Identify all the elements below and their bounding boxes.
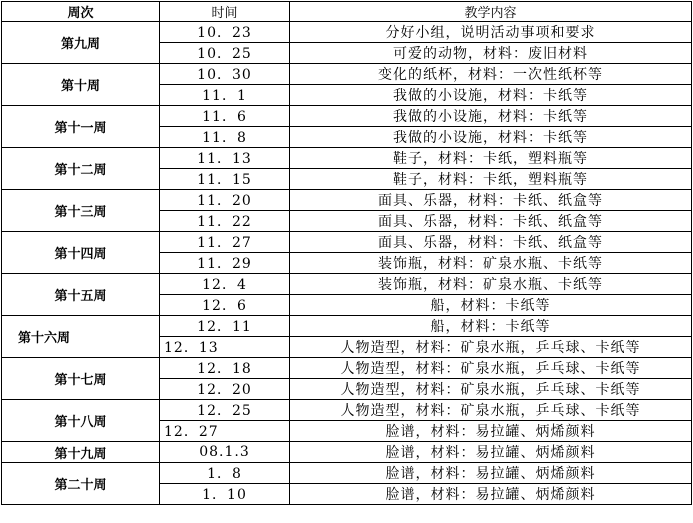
content-cell: 人物造型，材料：矿泉水瓶，乒乓球、卡纸等 <box>290 400 692 421</box>
table-row <box>2 463 692 484</box>
date-cell: 11．15 <box>160 169 290 190</box>
table-row <box>2 358 692 379</box>
content-cell: 人物造型，材料：矿泉水瓶，乒乓球、卡纸等 <box>290 358 692 379</box>
week-cell: 第十二周 <box>2 148 160 190</box>
schedule-table <box>1 1 692 505</box>
content-cell: 脸谱，材料：易拉罐、炳烯颜料 <box>290 421 692 442</box>
content-cell: 面具、乐器，材料：卡纸、纸盒等 <box>290 232 692 253</box>
schedule-body <box>2 22 692 505</box>
header-date: 时间 <box>160 2 290 22</box>
table-row <box>2 22 692 43</box>
date-cell: 12．6 <box>160 295 290 316</box>
week-cell: 第二十周 <box>2 463 160 505</box>
content-cell: 分好小组，说明活动事项和要求 <box>290 22 692 43</box>
week-cell: 第十八周 <box>2 400 160 442</box>
date-cell: 12．13 <box>160 337 290 358</box>
content-cell: 我做的小设施，材料：卡纸等 <box>290 127 692 148</box>
header-row <box>2 2 692 22</box>
content-cell: 装饰瓶，材料：矿泉水瓶、卡纸等 <box>290 274 692 295</box>
date-cell: 10．30 <box>160 64 290 85</box>
content-cell: 人物造型，材料：矿泉水瓶，乒乓球、卡纸等 <box>290 379 692 400</box>
date-cell: 1．8 <box>160 463 290 484</box>
content-cell: 鞋子，材料：卡纸，塑料瓶等 <box>290 169 692 190</box>
content-cell: 装饰瓶，材料：矿泉水瓶、卡纸等 <box>290 253 692 274</box>
date-cell: 1．10 <box>160 484 290 505</box>
table-row <box>2 64 692 85</box>
date-cell: 08.1.3 <box>160 442 290 463</box>
date-cell: 12．18 <box>160 358 290 379</box>
week-cell: 第十周 <box>2 64 160 106</box>
table-row <box>2 190 692 211</box>
date-cell: 12．27 <box>160 421 290 442</box>
table-row <box>2 442 692 463</box>
date-cell: 10．25 <box>160 43 290 64</box>
content-cell: 脸谱，材料：易拉罐、炳烯颜料 <box>290 463 692 484</box>
date-cell: 11．6 <box>160 106 290 127</box>
content-cell: 可爱的动物，材料：废旧材料 <box>290 43 692 64</box>
date-cell: 11．27 <box>160 232 290 253</box>
header-week: 周次 <box>2 2 160 22</box>
week-cell: 第十五周 <box>2 274 160 316</box>
header-content: 教学内容 <box>290 2 692 22</box>
content-cell: 脸谱，材料：易拉罐、炳烯颜料 <box>290 484 692 505</box>
date-cell: 12．11 <box>160 316 290 337</box>
week-cell: 第十四周 <box>2 232 160 274</box>
content-cell: 面具、乐器，材料：卡纸、纸盒等 <box>290 190 692 211</box>
content-cell: 我做的小设施，材料：卡纸等 <box>290 106 692 127</box>
week-cell: 第十六周 <box>2 316 160 358</box>
date-cell: 12．25 <box>160 400 290 421</box>
date-cell: 11．20 <box>160 190 290 211</box>
table-row <box>2 400 692 421</box>
date-cell: 11．13 <box>160 148 290 169</box>
date-cell: 11．1 <box>160 85 290 106</box>
table-row <box>2 316 692 337</box>
date-cell: 11．22 <box>160 211 290 232</box>
date-cell: 12．20 <box>160 379 290 400</box>
week-cell: 第十九周 <box>2 442 160 463</box>
table-row <box>2 274 692 295</box>
content-cell: 面具、乐器，材料：卡纸、纸盒等 <box>290 211 692 232</box>
table-row <box>2 232 692 253</box>
table-row <box>2 106 692 127</box>
week-cell: 第九周 <box>2 22 160 64</box>
table-row <box>2 148 692 169</box>
content-cell: 变化的纸杯，材料：一次性纸杯等 <box>290 64 692 85</box>
date-cell: 11．8 <box>160 127 290 148</box>
content-cell: 我做的小设施，材料：卡纸等 <box>290 85 692 106</box>
week-cell: 第十三周 <box>2 190 160 232</box>
date-cell: 10．23 <box>160 22 290 43</box>
week-cell: 第十七周 <box>2 358 160 400</box>
content-cell: 人物造型，材料：矿泉水瓶，乒乓球、卡纸等 <box>290 337 692 358</box>
date-cell: 11．29 <box>160 253 290 274</box>
content-cell: 船，材料：卡纸等 <box>290 295 692 316</box>
week-cell: 第十一周 <box>2 106 160 148</box>
content-cell: 船，材料：卡纸等 <box>290 316 692 337</box>
content-cell: 鞋子，材料：卡纸，塑料瓶等 <box>290 148 692 169</box>
content-cell: 脸谱，材料：易拉罐、炳烯颜料 <box>290 442 692 463</box>
date-cell: 12．4 <box>160 274 290 295</box>
